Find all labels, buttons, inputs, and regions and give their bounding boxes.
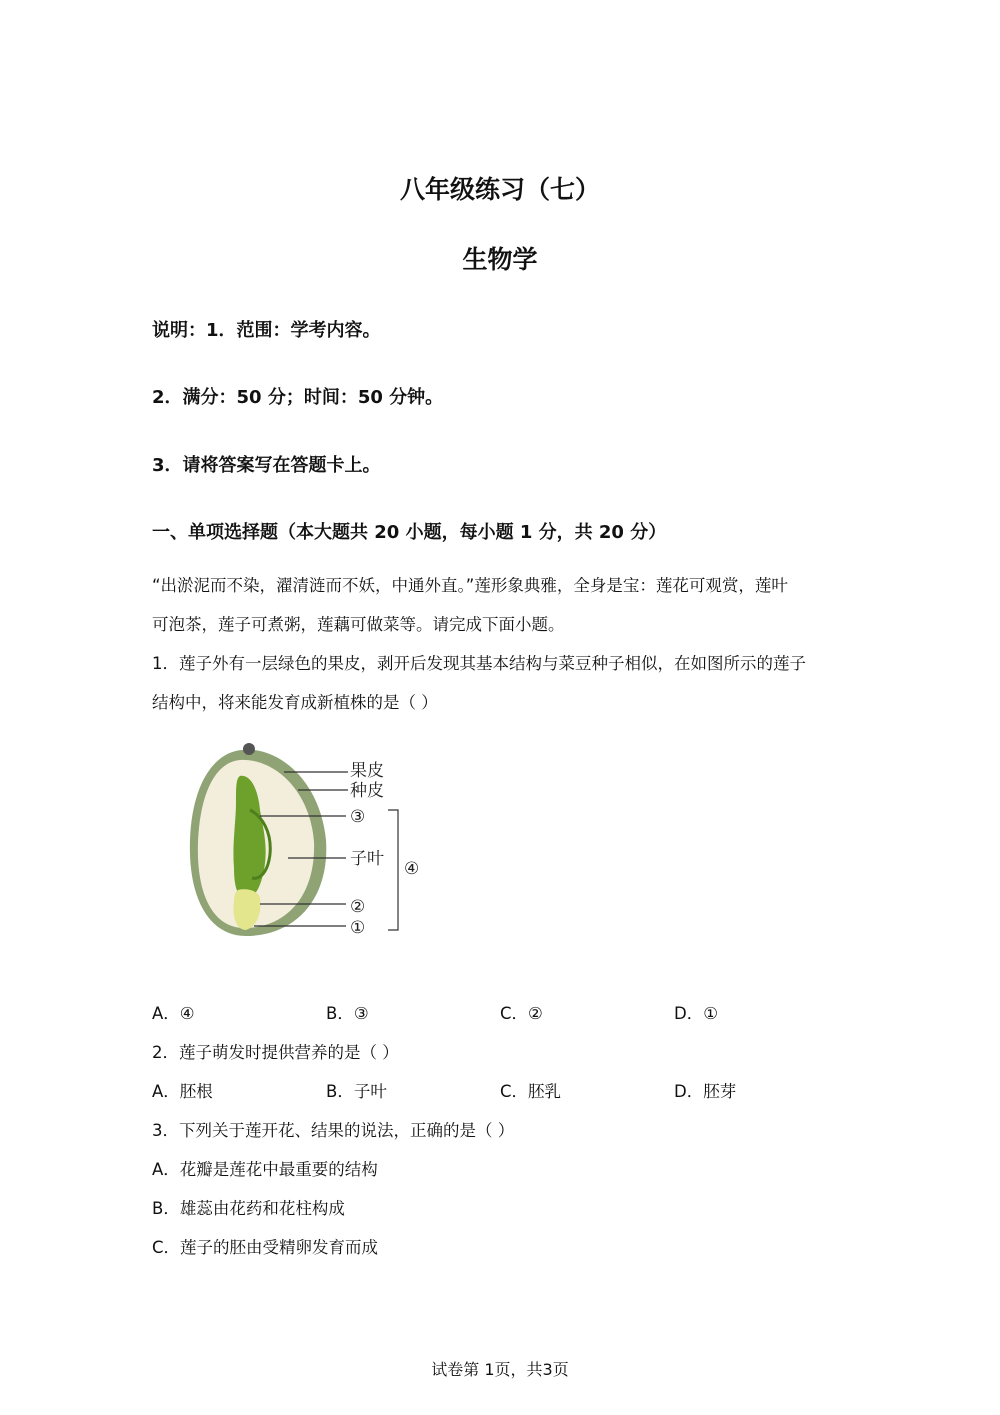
q3-option-b: B．雄蕊由花药和花柱构成 <box>152 1199 345 1218</box>
label-3: ③ <box>350 807 366 827</box>
q1-option-a: A．④ <box>152 1004 195 1023</box>
subject-title: 生物学 <box>462 245 538 274</box>
instruction-line-2: 2．满分：50 分；时间：50 分钟。 <box>152 387 444 408</box>
q1-option-c: C．② <box>500 1004 543 1023</box>
q3-option-a: A．花瓣是莲花中最重要的结构 <box>152 1160 378 1179</box>
label-seed-coat: 种皮 <box>350 781 384 801</box>
q3-stem: 3．下列关于莲开花、结果的说法，正确的是（ ） <box>152 1121 515 1140</box>
label-cotyledon: 子叶 <box>350 849 384 869</box>
q2-option-b: B．子叶 <box>326 1082 387 1101</box>
page-footer: 试卷第 1页，共3页 <box>431 1360 569 1379</box>
q1-stem-line-1: 1．莲子外有一层绿色的果皮，剥开后发现其基本结构与菜豆种子相似，在如图所示的莲子 <box>152 654 806 673</box>
intro-line-1: “出淤泥而不染，濯清涟而不妖，中通外直。”莲形象典雅，全身是宝：莲花可观赏，莲叶 <box>152 576 788 595</box>
label-1: ① <box>350 918 366 938</box>
q3-option-c: C．莲子的胚由受精卵发育而成 <box>152 1238 379 1257</box>
q2-option-c: C．胚乳 <box>500 1082 562 1101</box>
instruction-line-1: 说明：1．范围：学考内容。 <box>152 320 381 341</box>
label-pericarp: 果皮 <box>350 761 384 781</box>
instruction-line-3: 3．请将答案写在答题卡上。 <box>152 455 381 476</box>
q1-option-d: D．① <box>674 1004 718 1023</box>
seed-tip <box>243 743 255 755</box>
q2-stem: 2．莲子萌发时提供营养的是（ ） <box>152 1043 399 1062</box>
lotus-seed-figure <box>180 740 440 950</box>
q2-option-a: A．胚根 <box>152 1082 213 1101</box>
section-heading: 一、单项选择题（本大题共 20 小题，每小题 1 分，共 20 分） <box>152 522 667 543</box>
q1-option-b: B．③ <box>326 1004 369 1023</box>
q2-option-d: D．胚芽 <box>674 1082 737 1101</box>
label-4: ④ <box>404 859 420 879</box>
label-2: ② <box>350 897 366 917</box>
intro-line-2: 可泡茶，莲子可煮粥，莲藕可做菜等。请完成下面小题。 <box>152 615 565 634</box>
q1-stem-line-2: 结构中，将来能发育成新植株的是（ ） <box>152 693 438 712</box>
document-title: 八年级练习（七） <box>399 175 600 204</box>
